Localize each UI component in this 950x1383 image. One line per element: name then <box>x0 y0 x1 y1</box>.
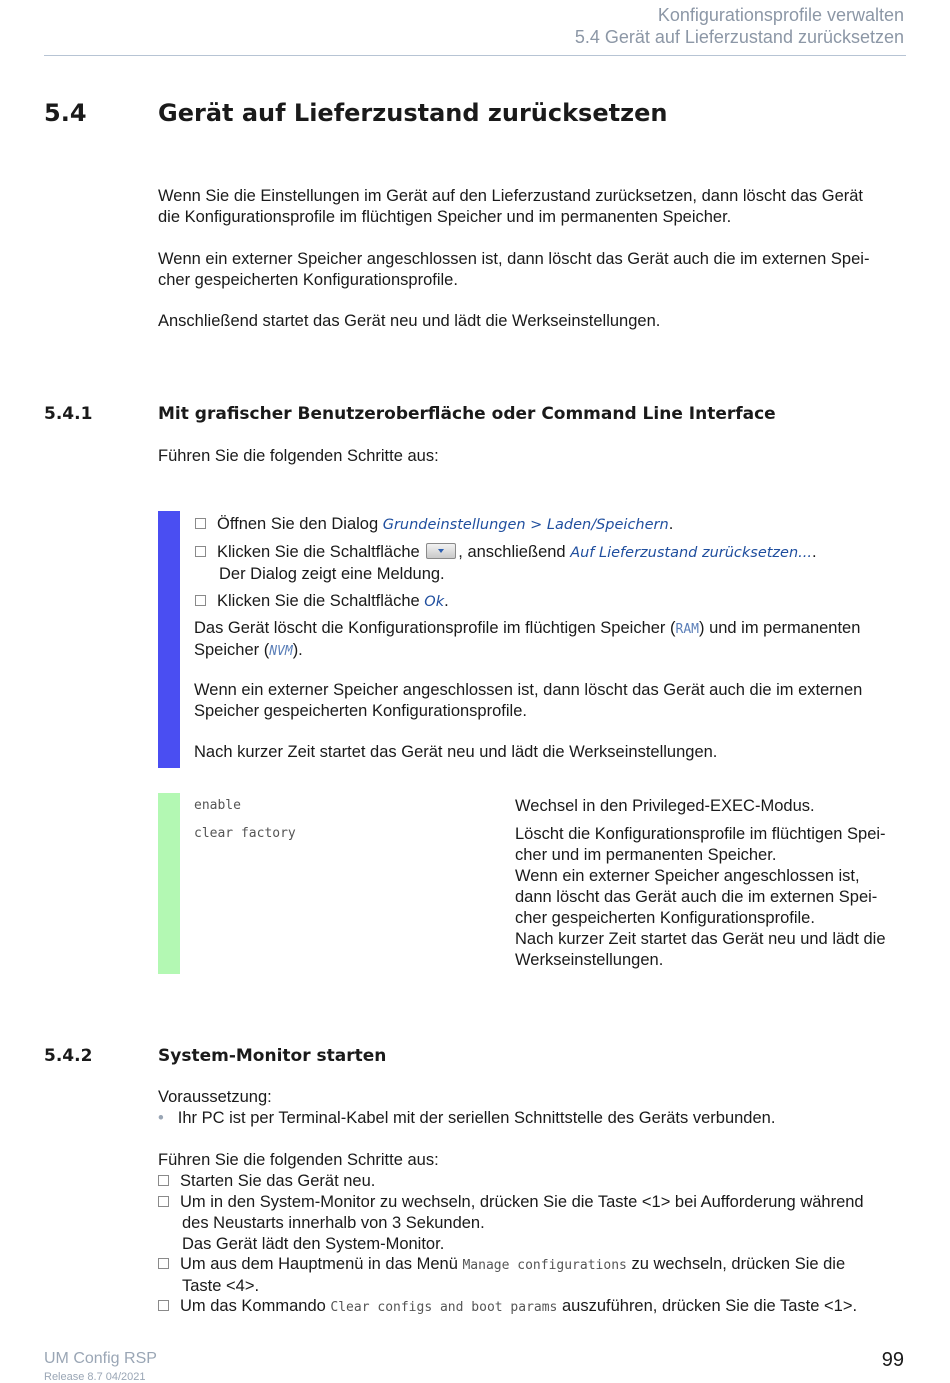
subsection-number-2: 5.4.2 <box>44 1046 93 1066</box>
gui-step-1: Öffnen Sie den Dialog Grundeinstellungen > Laden/Speichern. <box>195 514 673 536</box>
bullet-icon: • <box>158 1109 164 1127</box>
running-header-section: 5.4 Gerät auf Lieferzustand zurücksetzen <box>574 27 904 47</box>
footer-document-name: UM Config RSP <box>44 1350 157 1367</box>
cli-instructions-bar <box>158 793 180 974</box>
intro-paragraph-2: Wenn ein externer Speicher angeschlossen ist, dann löscht das Gerät auch die im externen Spei- cher gespeicherten Konfigurationsprofile. <box>158 250 870 289</box>
subsection-intro-2: Führen Sie die folgenden Schritte aus: <box>158 1151 439 1169</box>
section-number: 5.4 <box>44 99 87 127</box>
checkbox-icon <box>195 518 206 529</box>
subsection-title-1: Mit grafischer Benutzeroberfläche oder Command Line Interface <box>158 404 776 424</box>
intro-paragraph-3: Anschließend startet das Gerät neu und lädt die Werkseinstellungen. <box>158 312 661 330</box>
gui-result-1: Das Gerät löscht die Konfigurationsprofile im flüchtigen Speicher (RAM) und im permanenten Speicher (NVM). <box>194 619 861 659</box>
monitor-step-2: Um in den System-Monitor zu wechseln, drücken Sie die Taste <1> bei Aufforderung während des Neustarts innerhalb von 3 Sekunden. Das Gerät lädt den System-Monitor. <box>158 1192 910 1255</box>
checkbox-icon <box>158 1196 169 1207</box>
intro-paragraph-1: Wenn Sie die Einstellungen im Gerät auf den Lieferzustand zurücksetzen, dann löscht das Gerät die Konfigurationsprofile im flüchtigen Speicher und im permanenten Speicher. <box>158 187 864 226</box>
gui-instructions-bar <box>158 511 180 768</box>
gui-step-3: Klicken Sie die Schaltfläche Ok. <box>195 591 449 613</box>
gui-result-3: Nach kurzer Zeit startet das Gerät neu und lädt die Werkseinstellungen. <box>194 743 718 761</box>
prerequisite-item: • Ihr PC ist per Terminal-Kabel mit der seriellen Schnittstelle des Geräts verbunden. <box>158 1109 776 1127</box>
header-rule <box>44 55 906 56</box>
reset-menu-item: Auf Lieferzustand zurücksetzen... <box>570 545 812 561</box>
checkbox-icon <box>158 1175 169 1186</box>
checkbox-icon <box>158 1258 169 1269</box>
subsection-intro-1: Führen Sie die folgenden Schritte aus: <box>158 447 439 465</box>
cli-command: clear factory <box>194 826 296 841</box>
cli-command-description: Wechsel in den Privileged-EXEC-Modus. <box>515 797 815 815</box>
subsection-title-2: System-Monitor starten <box>158 1046 387 1066</box>
cli-command-description: Löscht die Konfigurationsprofile im flüchtigen Spei- cher und im permanenten Speicher. Wenn ein externer Speicher angeschlossen ist, dann löscht das Gerät auch die im externen Spei- cher gespeicherten Konfigurationsprofile. Nach kurzer Zeit startet das Gerät neu und lädt die Werkseinstellungen. <box>515 825 886 969</box>
subsection-number-1: 5.4.1 <box>44 404 93 424</box>
dropdown-button-icon <box>426 543 456 559</box>
monitor-step-3: Um aus dem Hauptmenü in das Menü Manage configurations zu wechseln, drücken Sie die Taste <4>. <box>158 1254 910 1297</box>
page-number: 99 <box>881 1349 904 1371</box>
ok-button-ref: Ok <box>424 594 445 610</box>
monitor-step-4: Um das Kommando Clear configs and boot params auszuführen, drücken Sie die Taste <1>. <box>158 1296 910 1318</box>
footer-release: Release 8.7 04/2021 <box>44 1371 146 1383</box>
gui-step-2: Klicken Sie die Schaltfläche , anschließend Auf Lieferzustand zurücksetzen.... Der Dialog zeigt eine Meldung. <box>195 542 817 585</box>
checkbox-icon <box>158 1300 169 1311</box>
dialog-path-link: Grundeinstellungen > Laden/Speichern <box>382 517 669 533</box>
checkbox-icon <box>195 595 206 606</box>
checkbox-icon <box>195 546 206 557</box>
prerequisite-label: Voraussetzung: <box>158 1088 272 1106</box>
monitor-step-1: Starten Sie das Gerät neu. <box>158 1171 910 1192</box>
cli-command: enable <box>194 798 241 813</box>
gui-result-2: Wenn ein externer Speicher angeschlossen ist, dann löscht das Gerät auch die im externen Speicher gespeicherten Konfigurationsprofile. <box>194 681 863 720</box>
section-title: Gerät auf Lieferzustand zurücksetzen <box>158 99 668 127</box>
running-header-chapter: Konfigurationsprofile verwalten <box>657 5 904 25</box>
